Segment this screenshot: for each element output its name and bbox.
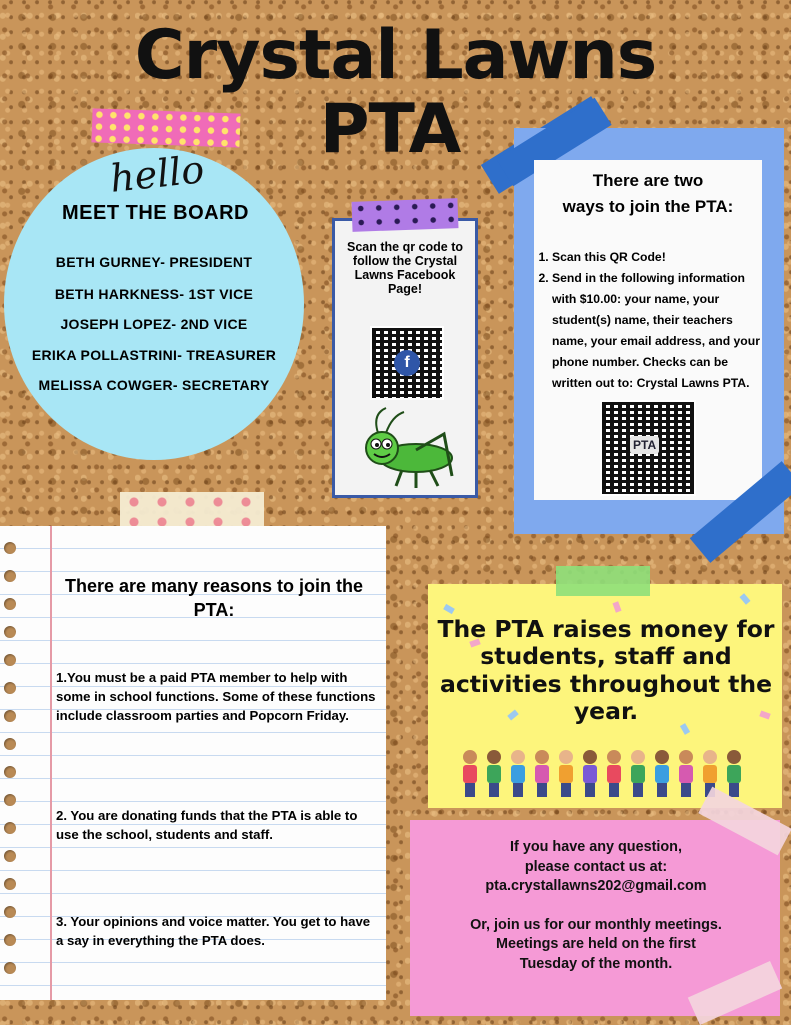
child-figure (510, 750, 526, 802)
join-step: 1. Scan this QR Code! (552, 247, 760, 268)
join-step: 2. Send in the following information with $10.00: your name, your student(s) name, their teachers name, your email address, and your phone number. Checks can be written out to: Crystal Lawns PTA. (552, 268, 760, 394)
pta-qr-code[interactable] (600, 400, 696, 496)
paper-hole (4, 906, 16, 918)
paper-hole (4, 542, 16, 554)
facebook-qr-caption: Scan the qr code to follow the Crystal Lawns Facebook Page! (347, 240, 463, 296)
child-figure (486, 750, 502, 802)
purple-washi-tape (352, 198, 459, 232)
poster-title-line2: PTA (319, 90, 461, 169)
contact-text (416, 838, 776, 974)
paper-hole (4, 710, 16, 722)
meet-the-board-heading: MEET THE BOARD (62, 202, 249, 224)
contact-line: If you have any question, (510, 839, 682, 855)
paper-hole (4, 962, 16, 974)
board-member: ERIKA POLLASTRINI- TREASURER (31, 347, 277, 363)
contact-line: Tuesday of the month. (519, 955, 673, 972)
join-heading-line2: ways to join the PTA: (562, 197, 734, 217)
facebook-icon: f (394, 350, 420, 376)
contact-line: Meetings are held on the first (496, 936, 696, 953)
child-figure (582, 750, 598, 802)
paper-margin-line (50, 526, 52, 1000)
child-figure (534, 750, 550, 802)
reason-item: 2. You are donating funds that the PTA is able to use the school, students and staff. (56, 808, 358, 843)
green-washi-tape (556, 566, 650, 596)
paper-hole (4, 822, 16, 834)
paper-hole (4, 850, 16, 862)
contact-email-link[interactable]: pta.crystallawns202@gmail.com (485, 878, 707, 895)
board-member: MELISSA COWGER- SECRETARY (38, 377, 270, 393)
paper-hole (4, 654, 16, 666)
raises-money-text: The PTA raises money for students, staff and activities throughout the year. (437, 615, 775, 725)
facebook-qr-code[interactable] (370, 326, 444, 400)
paper-hole (4, 878, 16, 890)
paper-hole (4, 738, 16, 750)
pink-washi-tape (91, 108, 240, 147)
paper-hole (4, 598, 16, 610)
child-figure (678, 750, 694, 802)
join-steps (538, 247, 760, 394)
board-member: BETH HARKNESS- 1ST VICE (54, 286, 254, 302)
child-figure (558, 750, 574, 802)
contact-spacer (416, 897, 776, 916)
paper-hole (4, 934, 16, 946)
join-heading-line1: There are two (592, 171, 704, 190)
child-figure (606, 750, 622, 802)
paper-hole (4, 626, 16, 638)
paper-hole (4, 766, 16, 778)
paper-hole (4, 682, 16, 694)
reason-item: 1.You must be a paid PTA member to help with some in school functions. Some of these functions include classroom parties and Popcorn Friday. (56, 670, 376, 724)
contact-line: Or, join us for our monthly meetings. (470, 916, 722, 933)
board-member: BETH GURNEY- PRESIDENT (55, 254, 253, 270)
paper-hole (4, 794, 16, 806)
child-figure (630, 750, 646, 802)
reason-item: 3. Your opinions and voice matter. You get to have a say in everything the PTA does. (56, 914, 371, 949)
child-figure (462, 750, 478, 802)
board-member: JOSEPH LOPEZ- 2ND VICE (60, 316, 248, 332)
child-figure (654, 750, 670, 802)
join-heading (534, 168, 762, 221)
pta-qr-label: PTA (630, 436, 659, 454)
hello-script: hello (107, 147, 207, 201)
reasons-heading: There are many reasons to join the PTA: (64, 576, 364, 621)
paper-hole (4, 570, 16, 582)
contact-line: please contact us at: (524, 858, 668, 875)
grasshopper-icon (356, 404, 460, 492)
poster-title-line1: Crystal Lawns (134, 16, 657, 95)
